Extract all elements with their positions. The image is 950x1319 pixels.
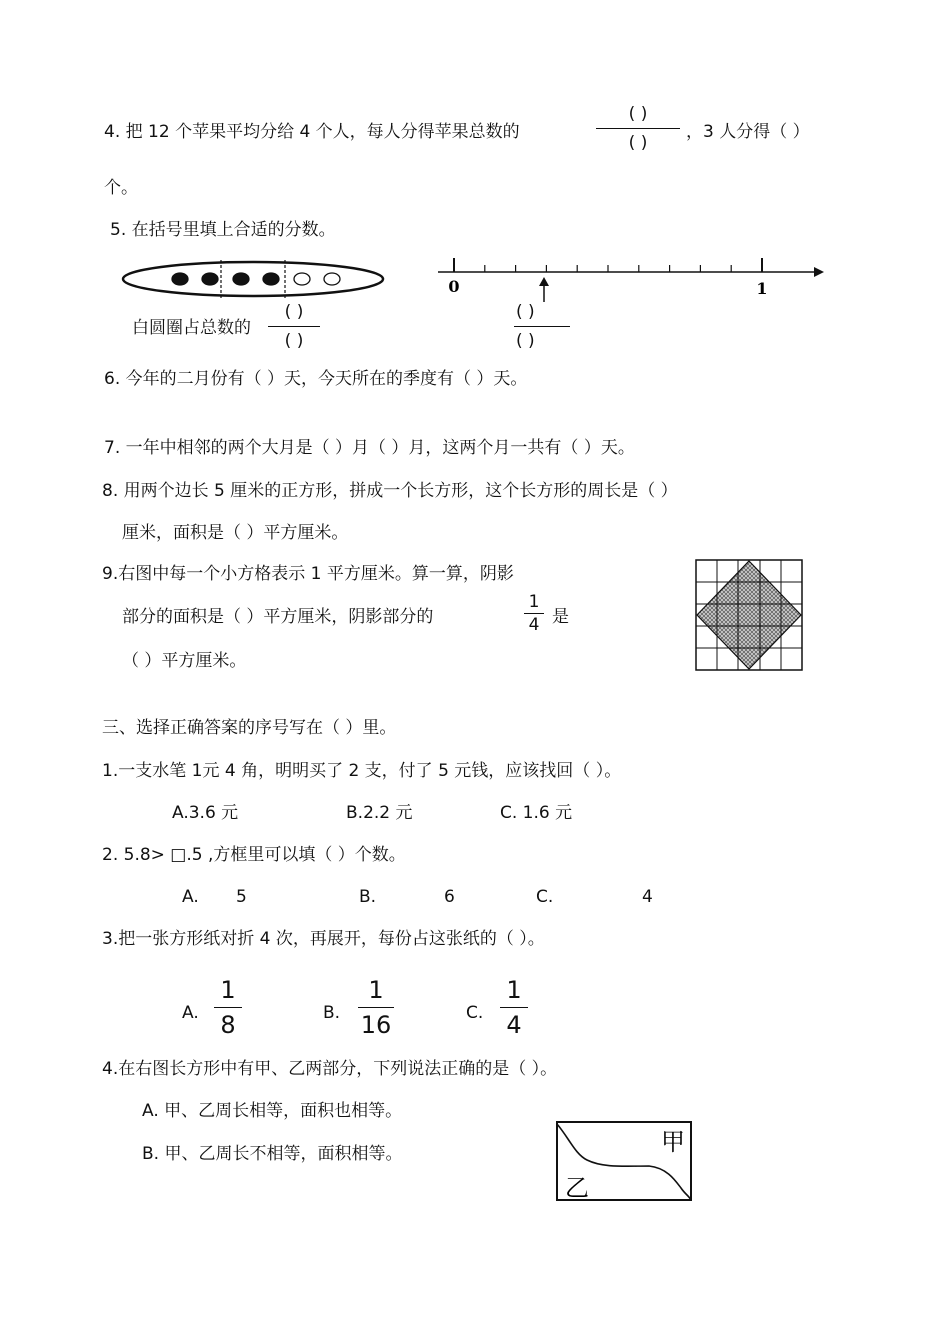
arrow-up-icon (536, 276, 552, 304)
s3-q4-text: 4.在右图长方形中有甲、乙两部分，下列说法正确的是（ ）。 (102, 1059, 558, 1079)
number-line-fraction (514, 302, 570, 351)
s3-q3-option-a-fraction (214, 976, 242, 1039)
s3-q2-option-c-label[interactable]: C. (536, 887, 554, 907)
q5-caption: 白圆圈占总数的 (132, 318, 251, 338)
label-jia: 甲 (661, 1128, 685, 1156)
s3-q1-option-a[interactable]: A.3.6 元 (172, 803, 239, 823)
fraction-numerator: 1 (506, 976, 522, 1004)
s3-q3-option-b-fraction (358, 976, 394, 1039)
q4-fraction (596, 104, 680, 153)
fraction-numerator: 1 (220, 976, 236, 1004)
fraction-denominator: 16 (360, 1011, 392, 1039)
q4-text-c: 个。 (104, 178, 138, 198)
dots-ellipse-figure (120, 255, 390, 305)
label-yi: 乙 (565, 1174, 589, 1202)
fraction-denominator: 4 (506, 1011, 522, 1039)
fraction-bar (596, 128, 680, 129)
s3-q3-option-b-label[interactable]: B. (323, 1003, 341, 1023)
number-line-fraction-denominator[interactable]: ( ) (516, 331, 535, 351)
fraction-numerator: 1 (368, 976, 384, 1004)
s3-q1-text: 1.一支水笔 1元 4 角，明明买了 2 支，付了 5 元钱，应该找回（ ）。 (102, 761, 622, 781)
fraction-bar (500, 1007, 528, 1008)
number-line (432, 256, 832, 306)
q4-fraction-denominator[interactable]: ( ) (628, 133, 648, 153)
q9-fraction-numerator: 1 (528, 592, 540, 612)
s3-q3-option-c-label[interactable]: C. (466, 1003, 484, 1023)
q9-fraction-denominator: 4 (528, 615, 540, 635)
s3-q4-option-b[interactable]: B. 甲、乙周长不相等，面积相等。 (142, 1144, 403, 1164)
s3-q1-option-c[interactable]: C. 1.6 元 (500, 803, 573, 823)
q8-line1: 8. 用两个边长 5 厘米的正方形，拼成一个长方形，这个长方形的周长是（ ） (102, 481, 678, 501)
fraction-bar (358, 1007, 394, 1008)
s3-q3-option-c-fraction (500, 976, 528, 1039)
q9-line1: 9.右图中每一个小方格表示 1 平方厘米。算一算，阴影 (102, 564, 514, 584)
empty-dot (324, 273, 340, 285)
fraction-bar (524, 613, 544, 614)
q9-line2a: 部分的面积是（ ）平方厘米，阴影部分的 (122, 607, 434, 627)
q5-fraction-denominator[interactable]: ( ) (284, 331, 304, 351)
s3-q3-option-a-label[interactable]: A. (182, 1003, 199, 1023)
s3-q2-text: 2. 5.8> □.5 ,方框里可以填（ ）个数。 (102, 845, 406, 865)
section3-title: 三、选择正确答案的序号写在（ ）里。 (102, 718, 397, 738)
rectangle-jia-yi-figure (555, 1120, 695, 1204)
q4-fraction-numerator[interactable]: ( ) (628, 104, 648, 124)
s3-q2-option-b-value: 6 (444, 887, 455, 907)
s3-q3-text: 3.把一张方形纸对折 4 次，再展开，每份占这张纸的（ ）。 (102, 929, 545, 949)
number-line-label-0: 0 (448, 277, 460, 296)
q5-text: 5. 在括号里填上合适的分数。 (110, 220, 336, 240)
number-line-label-1: 1 (756, 279, 768, 298)
q9-fraction (524, 592, 544, 635)
q4-text-b: ，3 人分得（ ） (686, 122, 810, 142)
fraction-denominator: 8 (220, 1011, 236, 1039)
filled-dot (233, 273, 249, 285)
fraction-bar (268, 326, 320, 327)
s3-q2-option-a-label[interactable]: A. (182, 887, 199, 907)
s3-q2-option-a-value: 5 (236, 887, 247, 907)
q9-line2b: 是 (552, 607, 569, 627)
number-line-fraction-numerator[interactable]: ( ) (516, 302, 535, 322)
s3-q2-option-b-label[interactable]: B. (359, 887, 377, 907)
empty-dot (294, 273, 310, 285)
q5-fraction-numerator[interactable]: ( ) (284, 302, 304, 322)
s3-q2-option-c-value: 4 (642, 887, 653, 907)
q5-fraction (268, 302, 320, 351)
filled-dot (172, 273, 188, 285)
q6-text: 6. 今年的二月份有（ ）天，今天所在的季度有（ ）天。 (104, 369, 528, 389)
q4-text-a: 4. 把 12 个苹果平均分给 4 个人，每人分得苹果总数的 (104, 122, 520, 142)
grid-figure (694, 558, 804, 672)
filled-dot (263, 273, 279, 285)
q8-line2: 厘米，面积是（ ）平方厘米。 (122, 523, 349, 543)
fraction-bar (514, 326, 570, 327)
q7-text: 7. 一年中相邻的两个大月是（ ）月（ ）月，这两个月一共有（ ）天。 (104, 438, 635, 458)
fraction-bar (214, 1007, 242, 1008)
q9-line3: （ ）平方厘米。 (122, 651, 247, 671)
s3-q1-option-b[interactable]: B.2.2 元 (346, 803, 413, 823)
filled-dot (202, 273, 218, 285)
s3-q4-option-a[interactable]: A. 甲、乙周长相等，面积也相等。 (142, 1101, 403, 1121)
